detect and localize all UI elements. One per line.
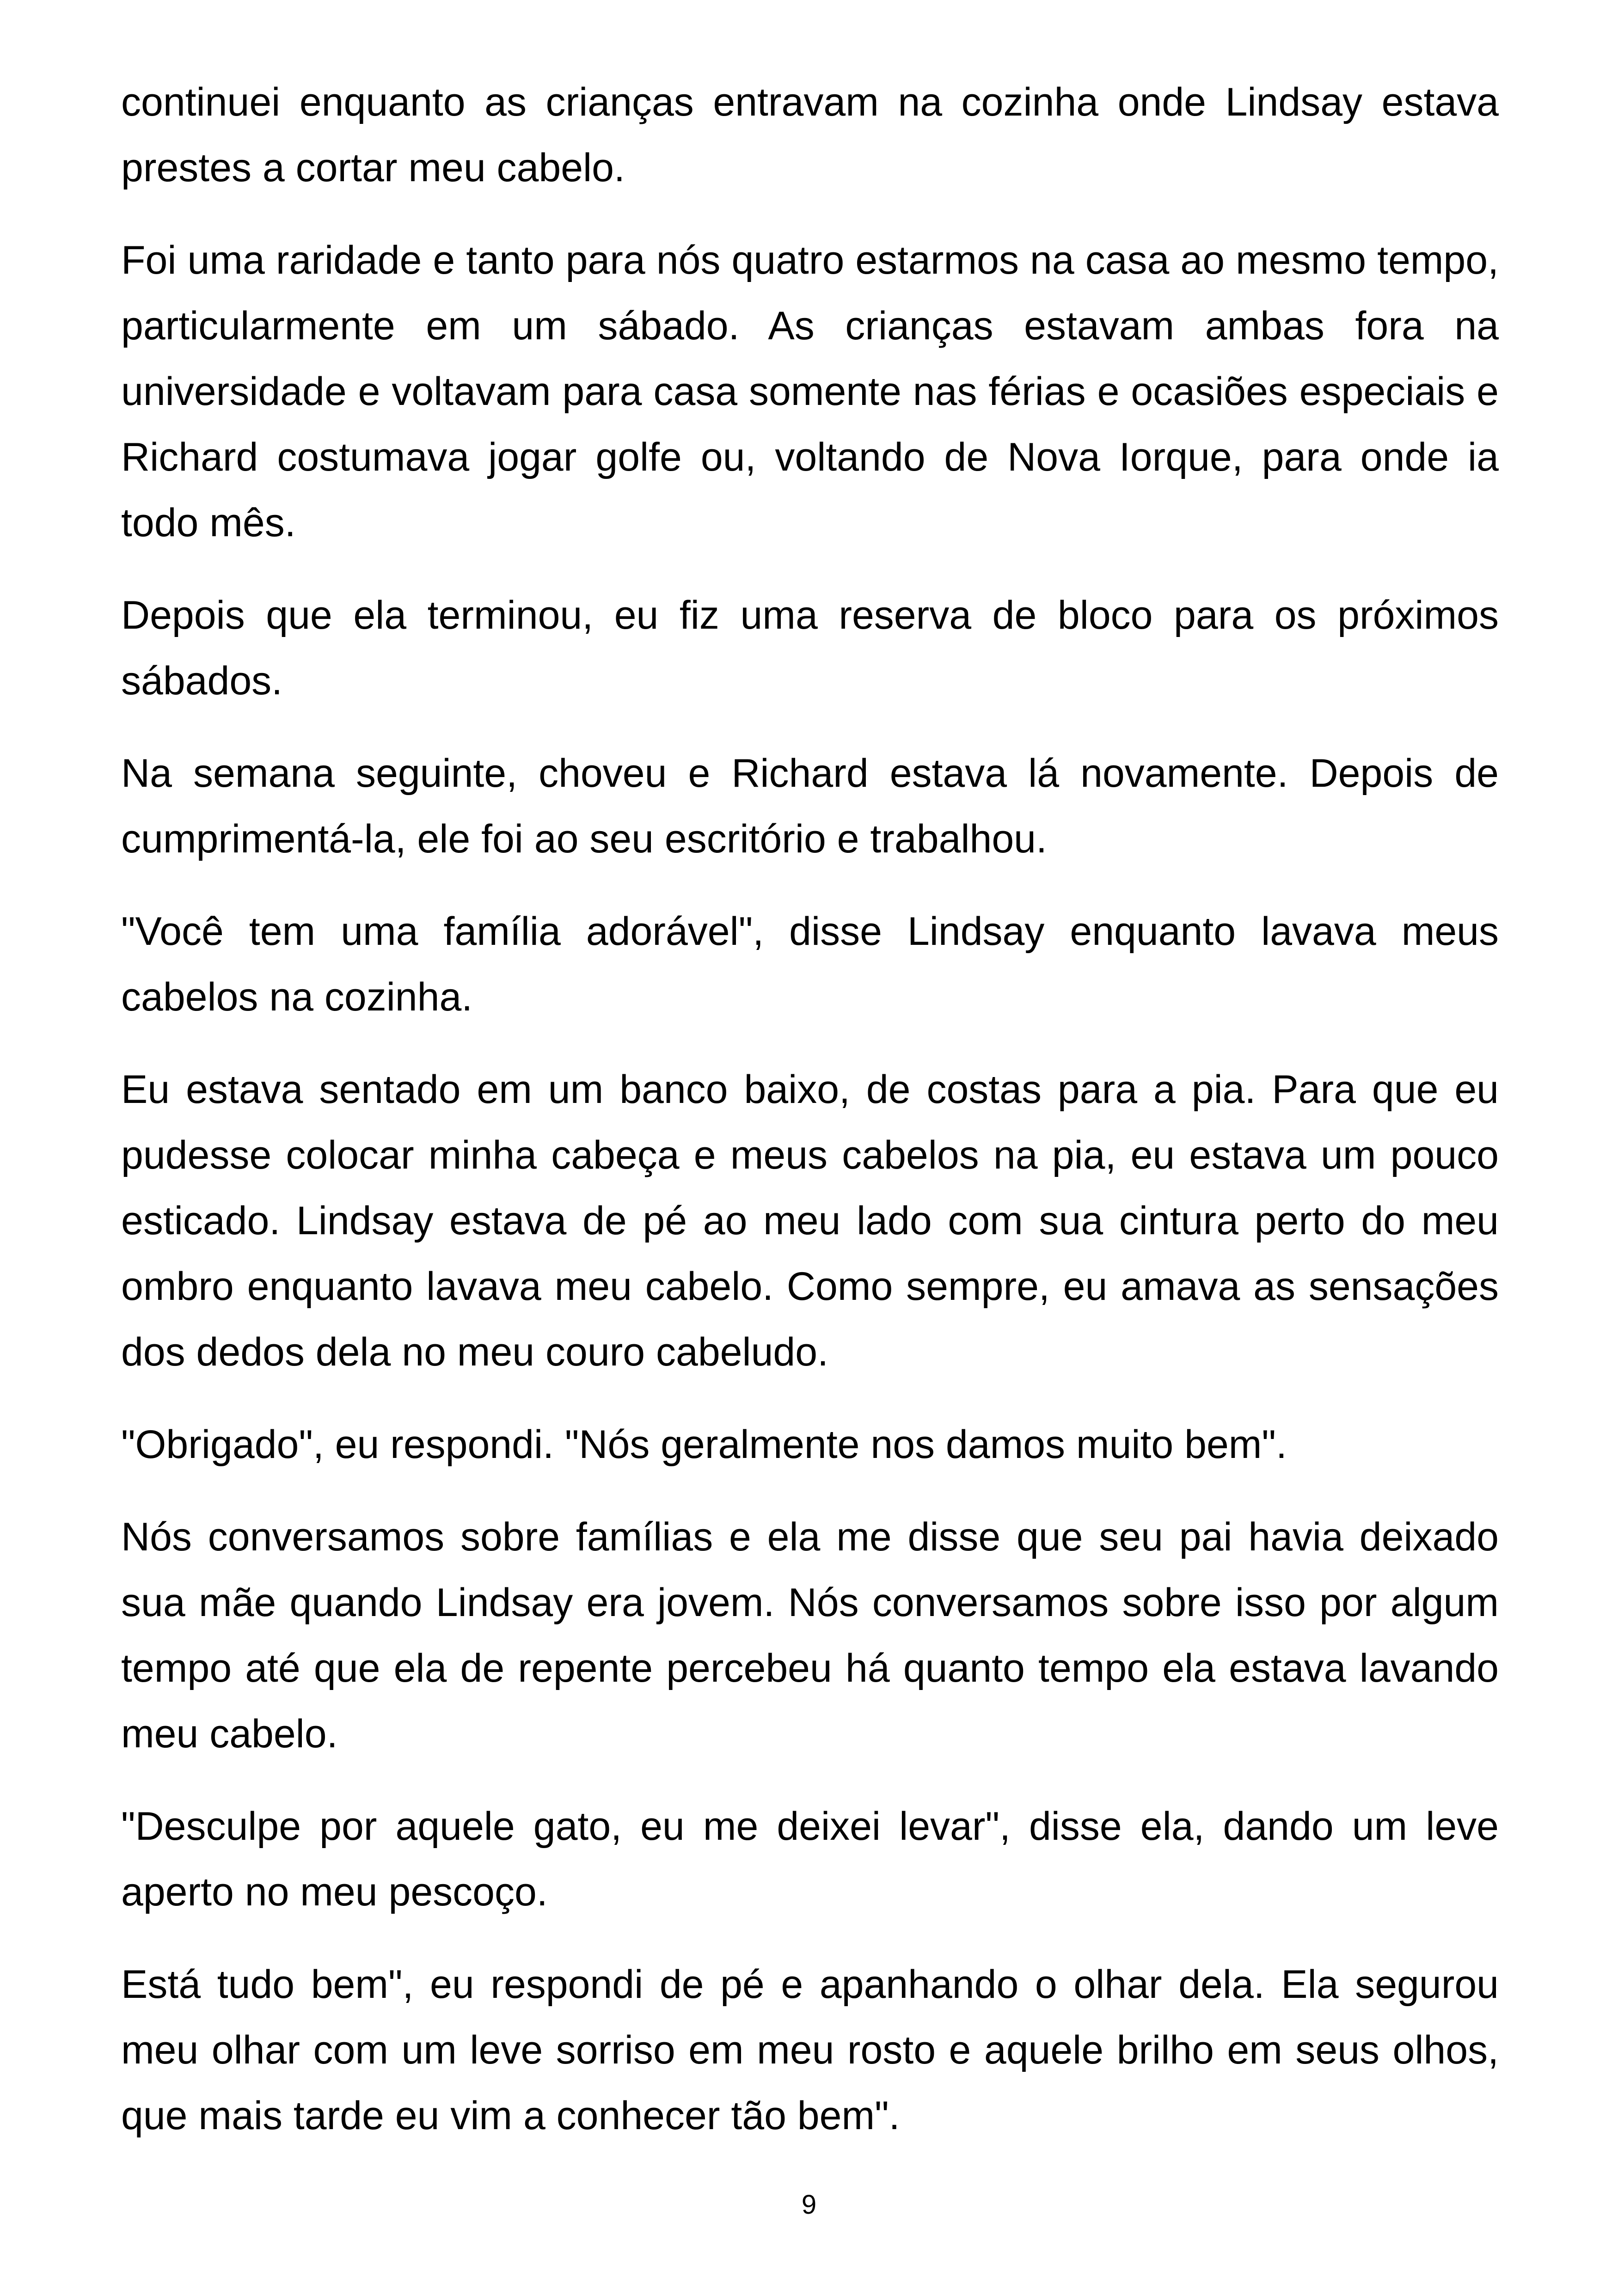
body-text (121, 69, 1499, 2175)
paragraph-7: "Obrigado", eu respondi. "Nós geralmente nos damos muito bem". (121, 1422, 1287, 1467)
paragraph-3: Depois que ela terminou, eu fiz uma reserva de bloco para os próximos sábados. (121, 593, 1499, 703)
paragraph-1: continuei enquanto as crianças entravam na cozinha onde Lindsay estava prestes a cortar meu cabelo. (121, 80, 1499, 190)
paragraph-6: Eu estava sentado em um banco baixo, de costas para a pia. Para que eu pudesse colocar minha cabeça e meus cabelos na pia, eu estava um pouco esticado. Lindsay estava de pé ao meu lado com sua cintura perto do meu ombro enquanto lavava meu cabelo. Como sempre, eu amava as sensações dos dedos dela no meu couro cabeludo. (121, 1067, 1499, 1374)
paragraph-9: "Desculpe por aquele gato, eu me deixei levar", disse ela, dando um leve aperto no meu pescoço. (121, 1804, 1499, 1914)
paragraph-8: Nós conversamos sobre famílias e ela me disse que seu pai havia deixado sua mãe quando Lindsay era jovem. Nós conversamos sobre isso por algum tempo até que ela de repente percebeu há quanto tempo ela estava lavando meu cabelo. (121, 1515, 1499, 1756)
paragraph-5: "Você tem uma família adorável", disse Lindsay enquanto lavava meus cabelos na cozinha. (121, 909, 1499, 1019)
paragraph-2: Foi uma raridade e tanto para nós quatro estarmos na casa ao mesmo tempo, particularmente em um sábado. As crianças estavam ambas fora na universidade e voltavam para casa somente nas férias e ocasiões especiais e Richard costumava jogar golfe ou, voltando de Nova Iorque, para onde ia todo mês. (121, 238, 1499, 545)
paragraph-10: Está tudo bem", eu respondi de pé e apanhando o olhar dela. Ela segurou meu olhar com um leve sorriso em meu rosto e aquele brilho em seus olhos, que mais tarde eu vim a conhecer tão bem". (121, 1962, 1499, 2138)
paragraph-4: Na semana seguinte, choveu e Richard estava lá novamente. Depois de cumprimentá-la, ele foi ao seu escritório e trabalhou. (121, 751, 1499, 861)
page-number: 9 (801, 2190, 817, 2220)
